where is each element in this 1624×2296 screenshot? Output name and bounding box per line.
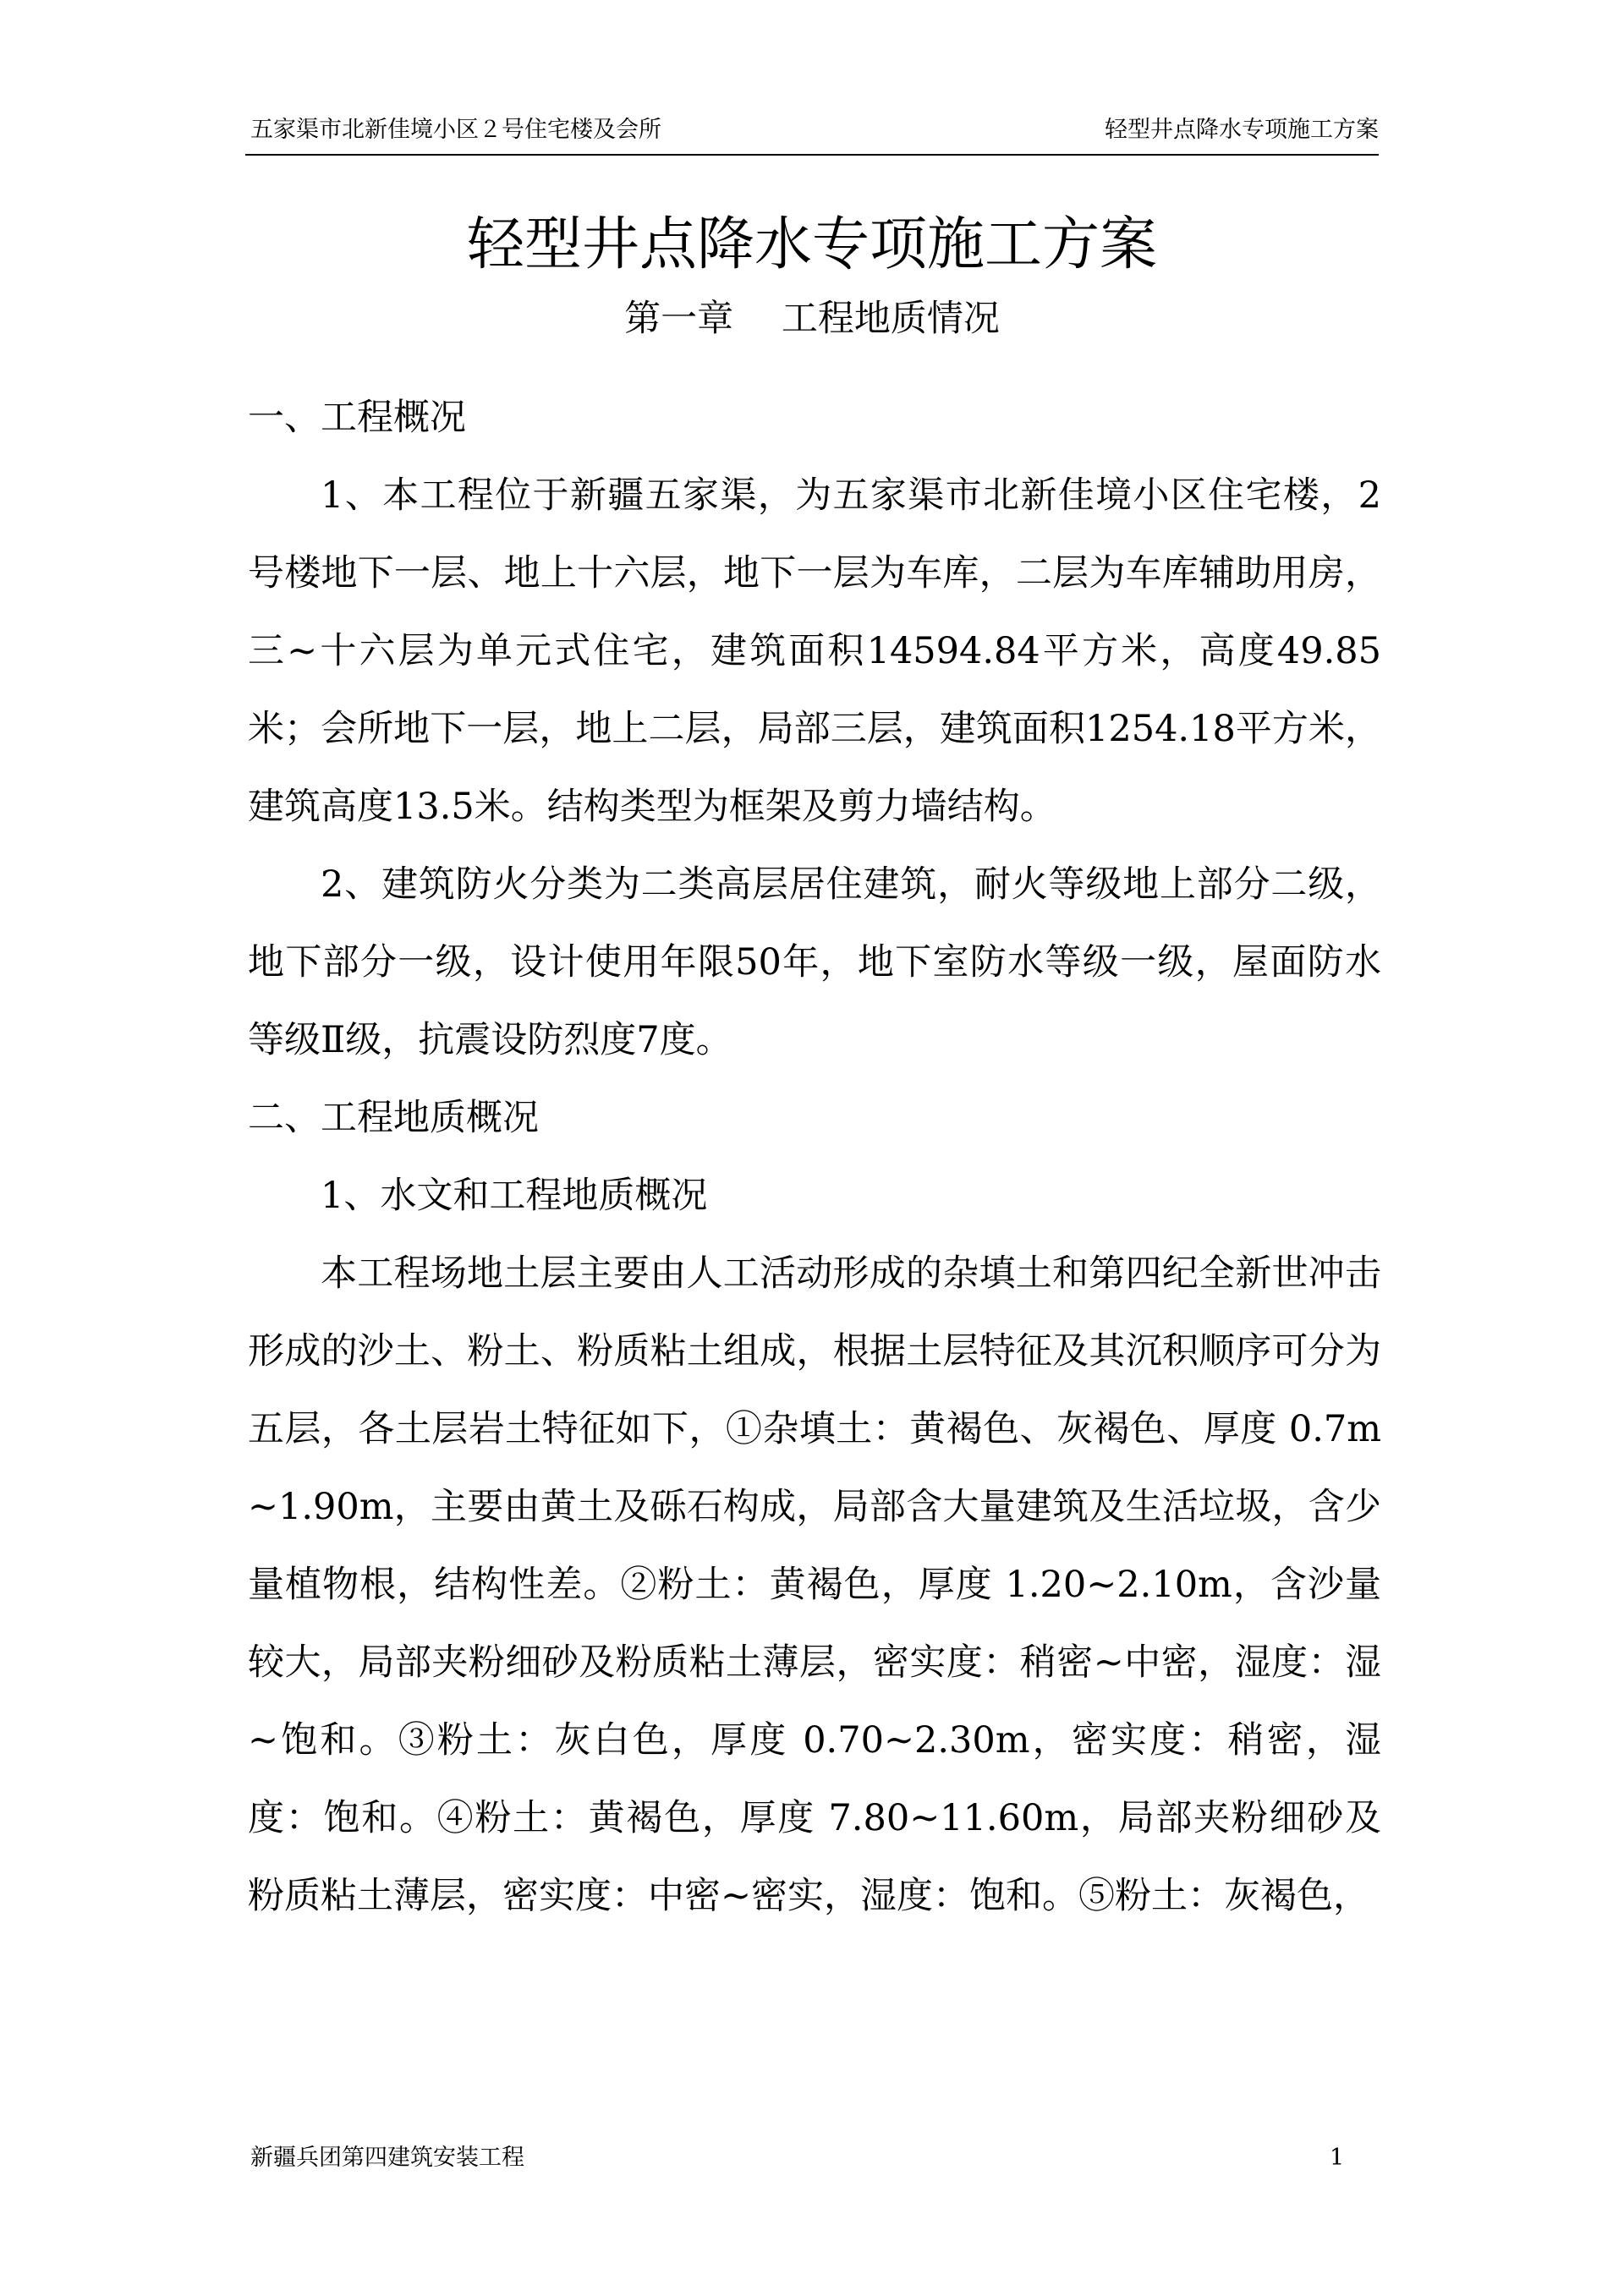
header-document-title: 轻型井点降水专项施工方案 xyxy=(1105,117,1379,143)
document-body xyxy=(248,379,1381,1935)
paragraph: 本工程场地土层主要由人工活动形成的杂填土和第四纪全新世冲击形成的沙土、粉土、粉质粘土组成，根据土层特征及其沉积顺序可分为五层，各土层岩土特征如下，①杂填土：黄褐色、灰褐色、厚度 0.7m~1.90m，主要由黄土及砾石构成，局部含大量建筑及生活垃圾，含少量植物根，结构性差。②粉土：黄褐色，厚度 1.20~2.10m，含沙量较大，局部夹粉细砂及粉质粘土薄层，密实度：稍密~中密，湿度：湿~饱和。③粉土：灰白色，厚度 0.70~2.30m，密实度：稍密，湿度：饱和。④粉土：黄褐色，厚度 7.80~11.60m，局部夹粉细砂及粉质粘土薄层，密实度：中密~密实，湿度：饱和。⑤粉土：灰褐色， xyxy=(248,1252,1381,1917)
header-divider xyxy=(245,154,1379,156)
document-title: 轻型井点降水专项施工方案 xyxy=(466,211,1157,278)
paragraph: 2、建筑防火分类为二类高层居住建筑，耐火等级地上部分二级，地下部分一级，设计使用年限50年，地下室防水等级一级，屋面防水等级Ⅱ级，抗震设防烈度7度。 xyxy=(248,863,1381,1061)
subsection-heading: 1、水文和工程地质概况 xyxy=(321,1175,708,1217)
chapter-heading: 第一章 工程地质情况 xyxy=(624,298,1000,340)
page-number: 1 xyxy=(1330,2145,1345,2171)
section-heading: 一、工程概况 xyxy=(248,397,466,439)
footer-company: 新疆兵团第四建筑安装工程 xyxy=(250,2145,524,2171)
section-heading: 二、工程地质概况 xyxy=(248,1097,539,1139)
header-project-name: 五家渠市北新佳境小区２号住宅楼及会所 xyxy=(250,117,661,143)
paragraph: 1、本工程位于新疆五家渠，为五家渠市北新佳境小区住宅楼，2号楼地下一层、地上十六层，地下一层为车库，二层为车库辅助用房，三~十六层为单元式住宅，建筑面积14594.84平方米，高度49.85米；会所地下一层，地上二层，局部三层，建筑面积1254.18平方米，建筑高度13.5米。结构类型为框架及剪力墙结构。 xyxy=(248,474,1381,828)
